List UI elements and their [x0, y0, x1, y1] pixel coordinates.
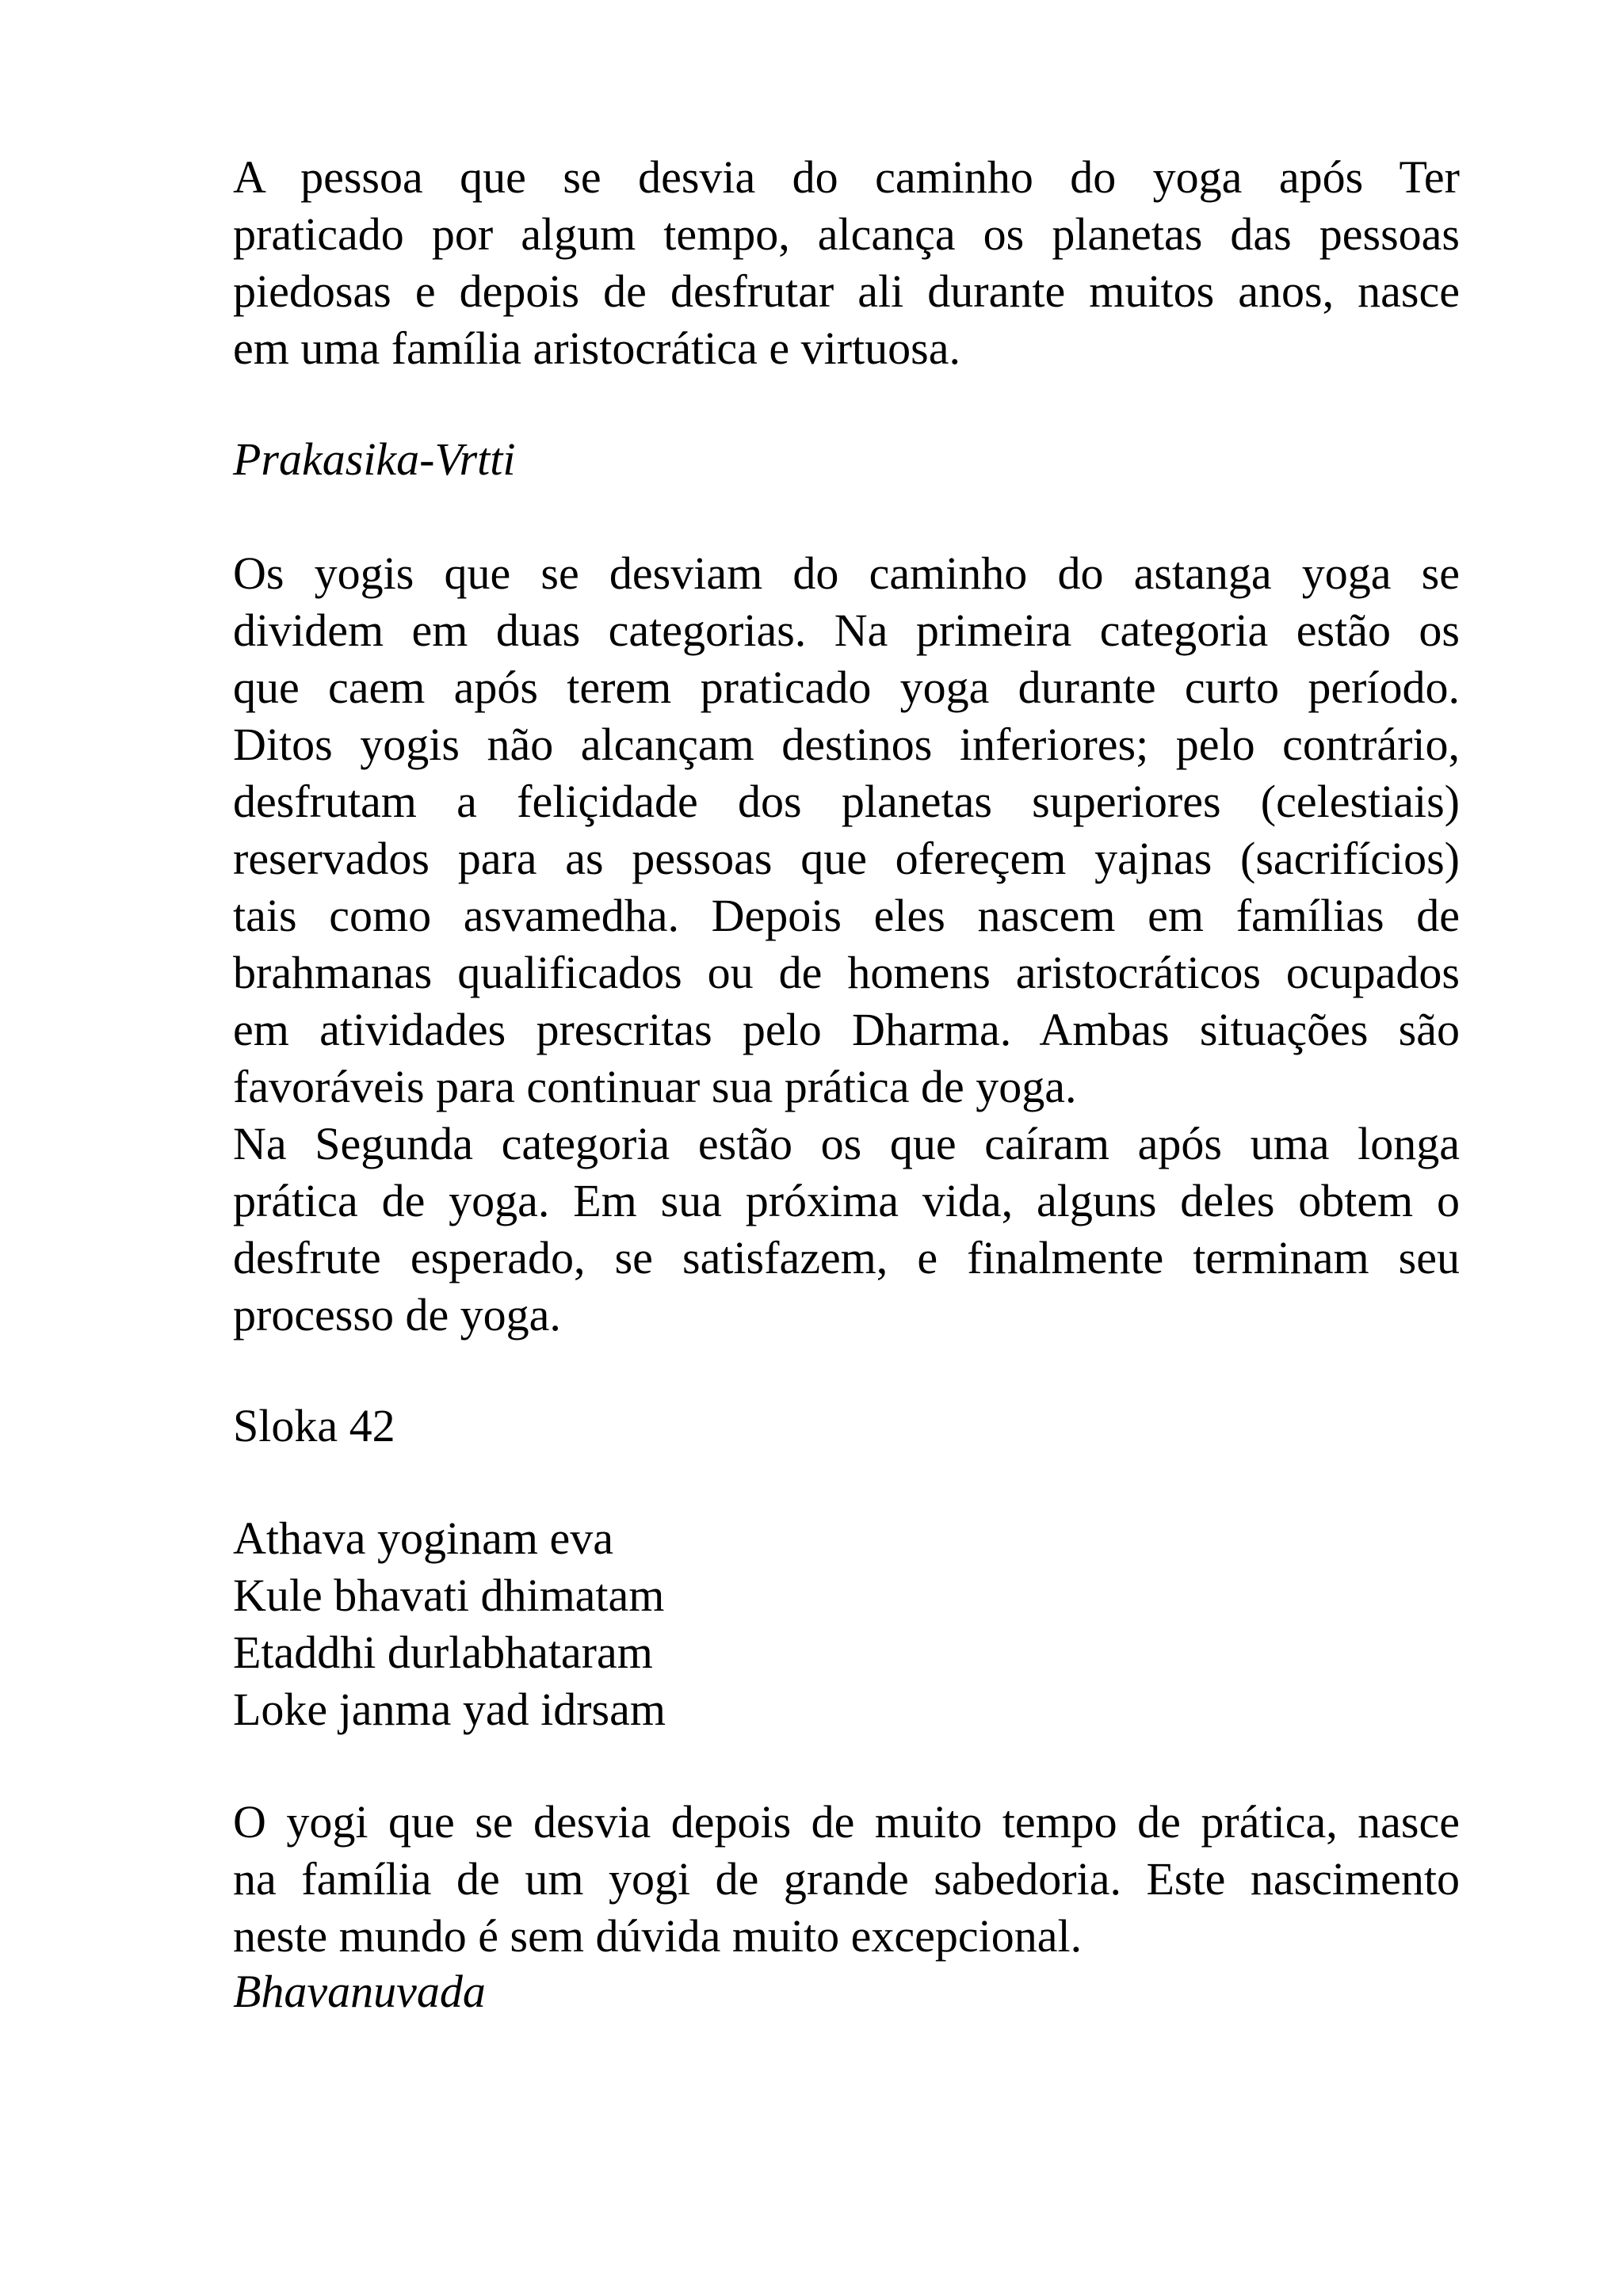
paragraph-line: que caem após terem praticado yoga durante curto período. [233, 662, 1460, 713]
paragraph-line: na família de um yogi de grande sabedoria. Este nascimento [233, 1853, 1460, 1905]
paragraph-line: desfrutam a feliçidade dos planetas superiores (celestiais) [233, 776, 1460, 827]
paragraph-translation [233, 1794, 1460, 1965]
paragraph-line: desfrute esperado, se satisfazem, e finalmente terminam seu [233, 1232, 1460, 1283]
paragraph-line: brahmanas qualificados ou de homens aristocráticos ocupados [233, 947, 1460, 998]
paragraph-line: A pessoa que se desvia do caminho do yoga após Ter [233, 151, 1460, 203]
paragraph-intro [233, 149, 1460, 377]
paragraph-line: processo de yoga. [233, 1289, 561, 1341]
paragraph-line: favoráveis para continuar sua prática de yoga. [233, 1061, 1077, 1112]
paragraph-line: em uma família aristocrática e virtuosa. [233, 322, 960, 374]
verse-block [233, 1510, 1460, 1738]
section-heading-bhavanuvada: Bhavanuvada [233, 1966, 486, 2017]
verse-line: Athava yoginam eva [233, 1512, 613, 1564]
paragraph-line: tais como asvamedha. Depois eles nascem em famílias de [233, 890, 1460, 941]
paragraph-line: em atividades prescritas pelo Dharma. Ambas situações são [233, 1004, 1460, 1055]
paragraph-line: dividem em duas categorias. Na primeira categoria estão os [233, 605, 1460, 656]
paragraph-line: praticado por algum tempo, alcança os planetas das pessoas [233, 208, 1460, 260]
paragraph-line: O yogi que se desvia depois de muito tempo de prática, nasce [233, 1796, 1460, 1848]
paragraph-second-category [233, 1116, 1460, 1344]
paragraph-line: reservados para as pessoas que ofereçem yajnas (sacrifícios) [233, 833, 1460, 884]
verse-line: Kule bhavati dhimatam [233, 1569, 665, 1621]
verse-line: Loke janma yad idrsam [233, 1684, 666, 1735]
paragraph-line: Ditos yogis não alcançam destinos inferiores; pelo contrário, [233, 719, 1460, 770]
paragraph-line: Os yogis que se desviam do caminho do astanga yoga se [233, 547, 1460, 599]
verse-line: Etaddhi durlabhataram [233, 1627, 653, 1678]
sloka-heading: Sloka 42 [233, 1400, 395, 1451]
section-heading-prakasika-vrtti: Prakasika-Vrtti [233, 433, 516, 485]
paragraph-line: piedosas e depois de desfrutar ali durante muitos anos, nasce [233, 265, 1460, 317]
paragraph-line: Na Segunda categoria estão os que caíram após uma longa [233, 1118, 1460, 1169]
paragraph-line: neste mundo é sem dúvida muito excepcional. [233, 1910, 1083, 1962]
paragraph-line: prática de yoga. Em sua próxima vida, alguns deles obtem o [233, 1175, 1460, 1226]
paragraph-commentary [233, 545, 1460, 1116]
